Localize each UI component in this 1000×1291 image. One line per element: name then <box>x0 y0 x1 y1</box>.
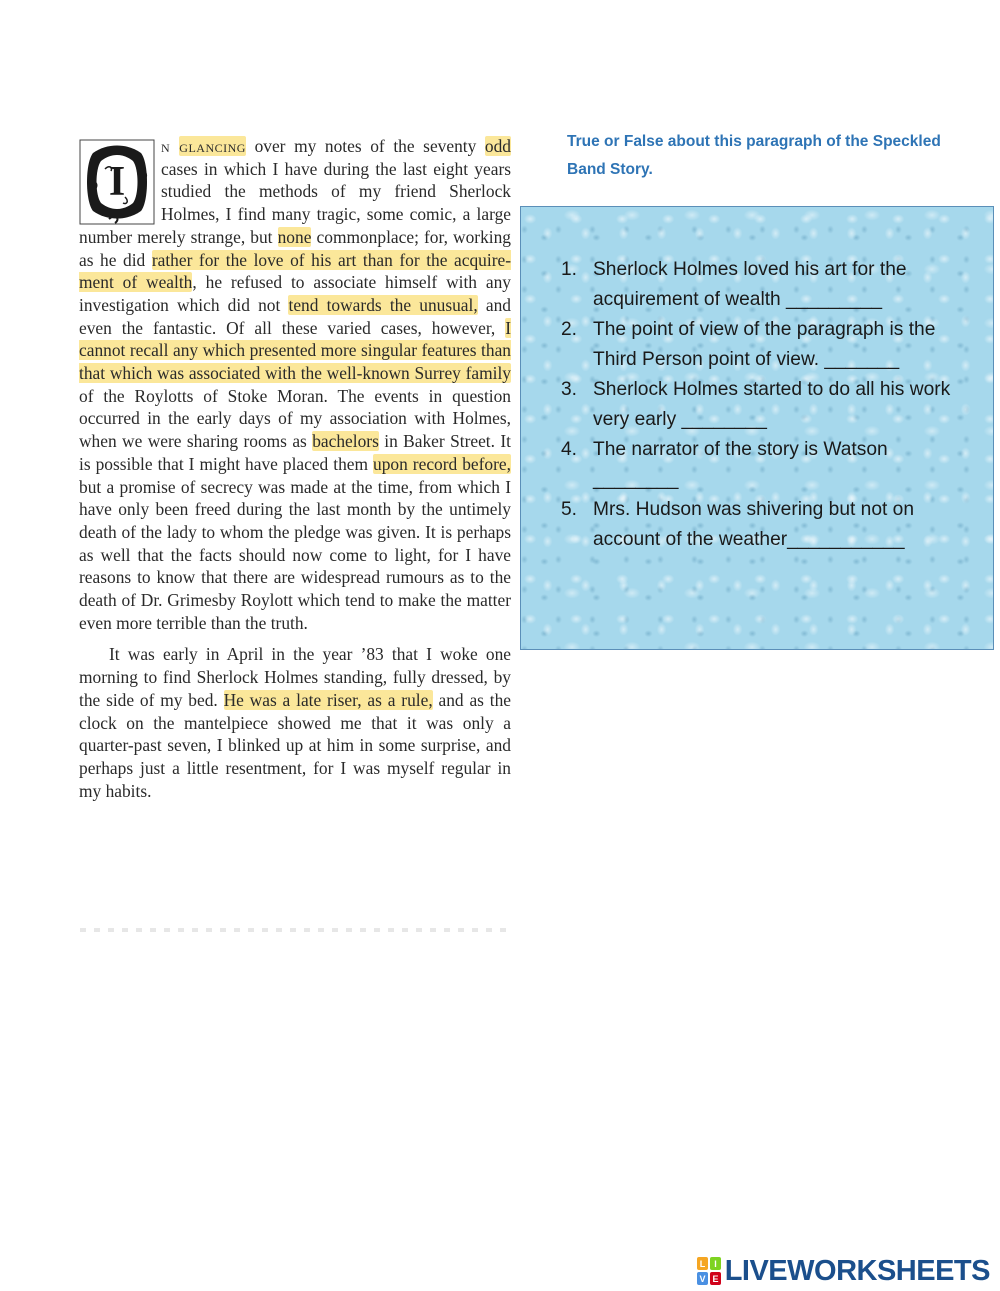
text-run: and as the clock on the mantelpiece showed me that it was only a quarter-past seven, I blinked up at him in some surprise, and perhaps just a little resentment, for I was myself regular in my habits. <box>79 689 512 801</box>
question-text: Mrs. Hudson was shivering but not on account of the weather___________ <box>593 499 915 550</box>
text-run: commonplace; for, working as he did <box>79 226 511 270</box>
text-run: of the Roylotts of Stoke Moran. The events in question occurred in the early days of my association with Holmes, when we were sharing rooms as <box>79 385 511 452</box>
ornate-dropcap-icon <box>79 139 155 225</box>
paragraph-2 <box>79 643 511 802</box>
logo-letter: V <box>699 1274 706 1284</box>
liveworksheets-logo-icon <box>697 1257 721 1285</box>
faded-footer-line <box>80 928 510 932</box>
question-text: Sherlock Holmes loved his art for the acquirement of wealth _________ <box>593 259 907 310</box>
highlighted-phrase: rather for the love of his art than for the acquirement of wealth <box>79 249 511 293</box>
question-number: 5. <box>561 499 578 520</box>
liveworksheets-brand[interactable] <box>697 1255 990 1287</box>
text-run: in Baker Street. It is possible that I might have placed them <box>79 431 511 474</box>
question-item <box>561 495 973 555</box>
logo-letter: I <box>713 1259 717 1269</box>
highlighted-phrase: none <box>277 226 312 247</box>
highlighted-phrase: odd <box>484 136 511 156</box>
question-list <box>561 255 973 555</box>
question-item <box>561 315 973 375</box>
question-item <box>561 255 973 315</box>
question-item <box>561 375 973 435</box>
logo-letter: L <box>699 1259 705 1269</box>
question-text: Sherlock Holmes started to do all his work very early ________ <box>593 379 951 430</box>
water-drops-quiz-box <box>520 206 994 650</box>
prompt-line-2: Band Story. <box>567 161 653 178</box>
text-run: and even the fantastic. Of all these varied cases, however, <box>79 294 511 338</box>
story-passage <box>79 135 511 802</box>
quiz-prompt <box>567 128 987 184</box>
brand-name: LIVEWORKSHEETS <box>724 1254 990 1287</box>
question-number: 4. <box>561 439 578 460</box>
question-number: 3. <box>561 379 578 400</box>
logo-letter: E <box>712 1274 719 1284</box>
text-run: It was early in April in the year ’83 that I woke one morning to find Sherlock Holmes standing, fully dressed, by the side of my bed. <box>79 644 511 710</box>
highlighted-phrase: He was a late riser, as a rule, <box>223 689 433 710</box>
text-run: cases in which I have during the last eight years studied the methods of my friend Sherlock Holmes, I find many tragic, some comic, a large number merely strange, but <box>79 158 511 247</box>
text-run: over my notes of the seventy <box>245 136 485 156</box>
text-run: n <box>161 136 180 156</box>
highlighted-phrase: bachelors <box>312 431 379 452</box>
question-number: 2. <box>561 319 578 340</box>
highlighted-phrase: upon record before, <box>373 453 511 474</box>
question-text: The point of view of the paragraph is the Third Person point of view. _______ <box>593 319 936 370</box>
highlighted-phrase: glancing <box>179 136 246 156</box>
highlighted-phrase: tend towards the unusual, <box>288 294 478 315</box>
question-item <box>561 435 973 495</box>
question-number: 1. <box>561 259 578 280</box>
highlighted-phrase: I cannot recall any which presented more singular features than that which was associated with the well-known Surrey family <box>79 317 511 384</box>
text-run: but a promise of secrecy was made at the time, from which I have only been freed during the last month by the untimely death of the lady to whom the pledge was given. It is perhaps as well that the facts should now come to light, for I have reasons to know that there are widespread rumours as to the death of Dr. Grimesby Roylott which tend to make the matter even more terrible than the truth. <box>79 476 511 633</box>
question-text: The narrator of the story is Watson ________ <box>593 439 888 490</box>
text-run: , he refused to associate himself with any investigation which did not <box>79 272 511 315</box>
prompt-line-1: True or False about this paragraph of the Speckled <box>567 133 941 150</box>
dropcap-letter: I <box>108 159 126 205</box>
